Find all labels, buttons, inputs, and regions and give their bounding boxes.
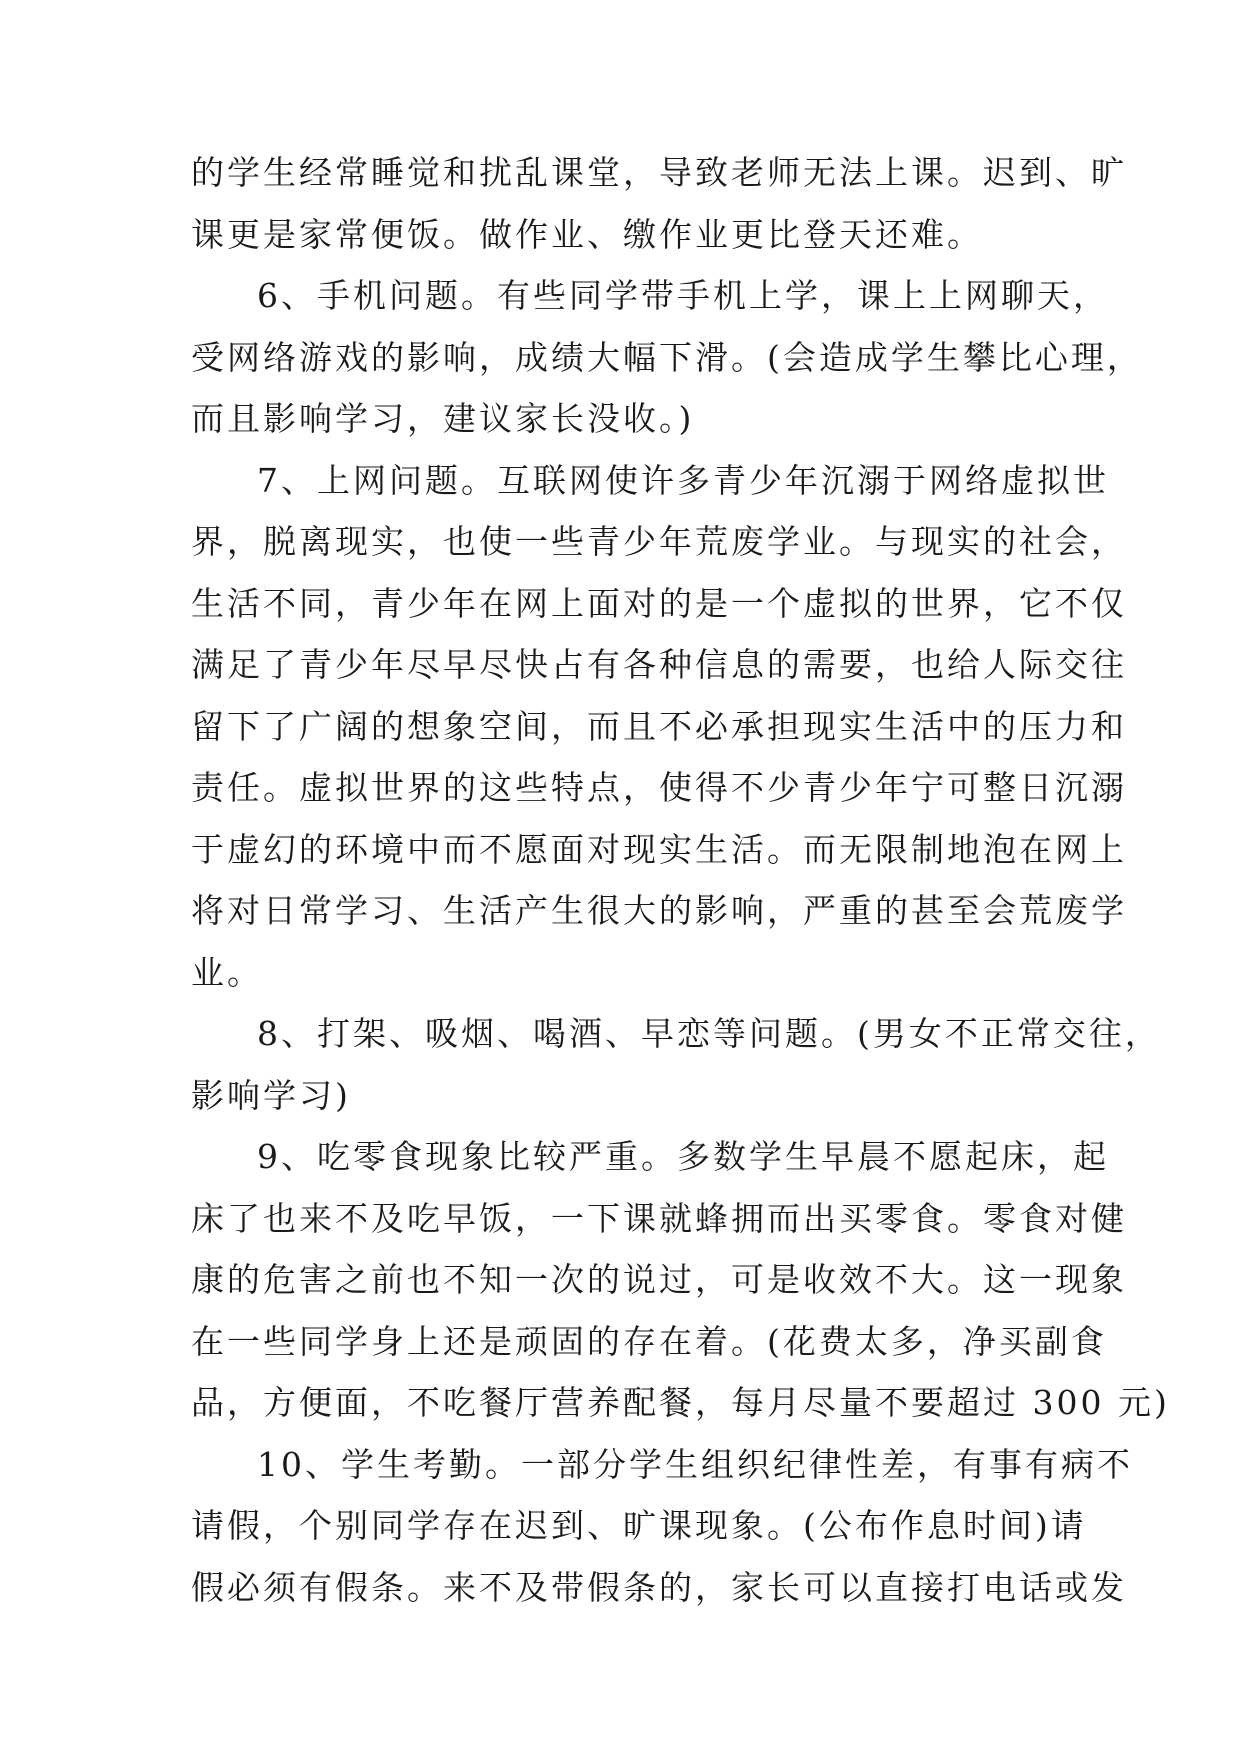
text-line: 的学生经常睡觉和扰乱课堂，导致老师无法上课。迟到、旷 <box>191 153 1127 192</box>
paragraph-start-line: 10、学生考勤。一部分学生组织纪律性差，有事有病不 <box>257 1444 1133 1484</box>
text-line: 课更是家常便饭。做作业、缴作业更比登天还难。 <box>191 214 983 254</box>
text-line: 责任。虚拟世界的这些特点，使得不少青少年宁可整日沉溺 <box>191 768 1127 807</box>
paragraph-start-line: 8、打架、吸烟、喝酒、早恋等问题。(男女不正常交往， <box>257 1014 1161 1053</box>
text-line: 于虚幻的环境中而不愿面对现实生活。而无限制地泡在网上 <box>191 829 1127 869</box>
paragraph-start-line: 9、吃零食现象比较严重。多数学生早晨不愿起床，起 <box>257 1137 1109 1176</box>
text-line: 留下了广阔的想象空间，而且不必承担现实生活中的压力和 <box>191 706 1127 746</box>
text-line: 满足了青少年尽早尽快占有各种信息的需要，也给人际交往 <box>191 645 1127 684</box>
text-line: 影响学习) <box>191 1075 351 1115</box>
paragraph-start-line: 6、手机问题。有些同学带手机上学，课上上网聊天， <box>257 276 1109 315</box>
paragraph-start-line: 7、上网问题。互联网使许多青少年沉溺于网络虚拟世 <box>257 460 1109 500</box>
text-line: 康的危害之前也不知一次的说过，可是收效不大。这一现象 <box>191 1260 1127 1299</box>
body-text <box>191 142 1170 1618</box>
text-line: 受网络游戏的影响，成绩大幅下滑。(会造成学生攀比心理， <box>191 337 1143 377</box>
text-line: 业。 <box>191 952 263 992</box>
text-line: 品，方便面，不吃餐厅营养配餐，每月尽量不要超过 300 元) <box>191 1383 1170 1422</box>
text-line: 将对日常学习、生活产生很大的影响，严重的甚至会荒废学 <box>191 891 1127 930</box>
text-line: 床了也来不及吃早饭，一下课就蜂拥而出买零食。零食对健 <box>191 1198 1127 1238</box>
text-line: 假必须有假条。来不及带假条的，家长可以直接打电话或发 <box>191 1567 1127 1607</box>
text-line: 在一些同学身上还是顽固的存在着。(花费太多，净买副食 <box>191 1321 1107 1361</box>
text-line: 界，脱离现实，也使一些青少年荒废学业。与现实的社会， <box>191 522 1127 561</box>
text-line: 生活不同，青少年在网上面对的是一个虚拟的世界，它不仅 <box>191 583 1127 623</box>
text-line: 请假，个别同学存在迟到、旷课现象。(公布作息时间)请 <box>191 1506 1087 1545</box>
text-line: 而且影响学习，建议家长没收。) <box>191 399 695 438</box>
